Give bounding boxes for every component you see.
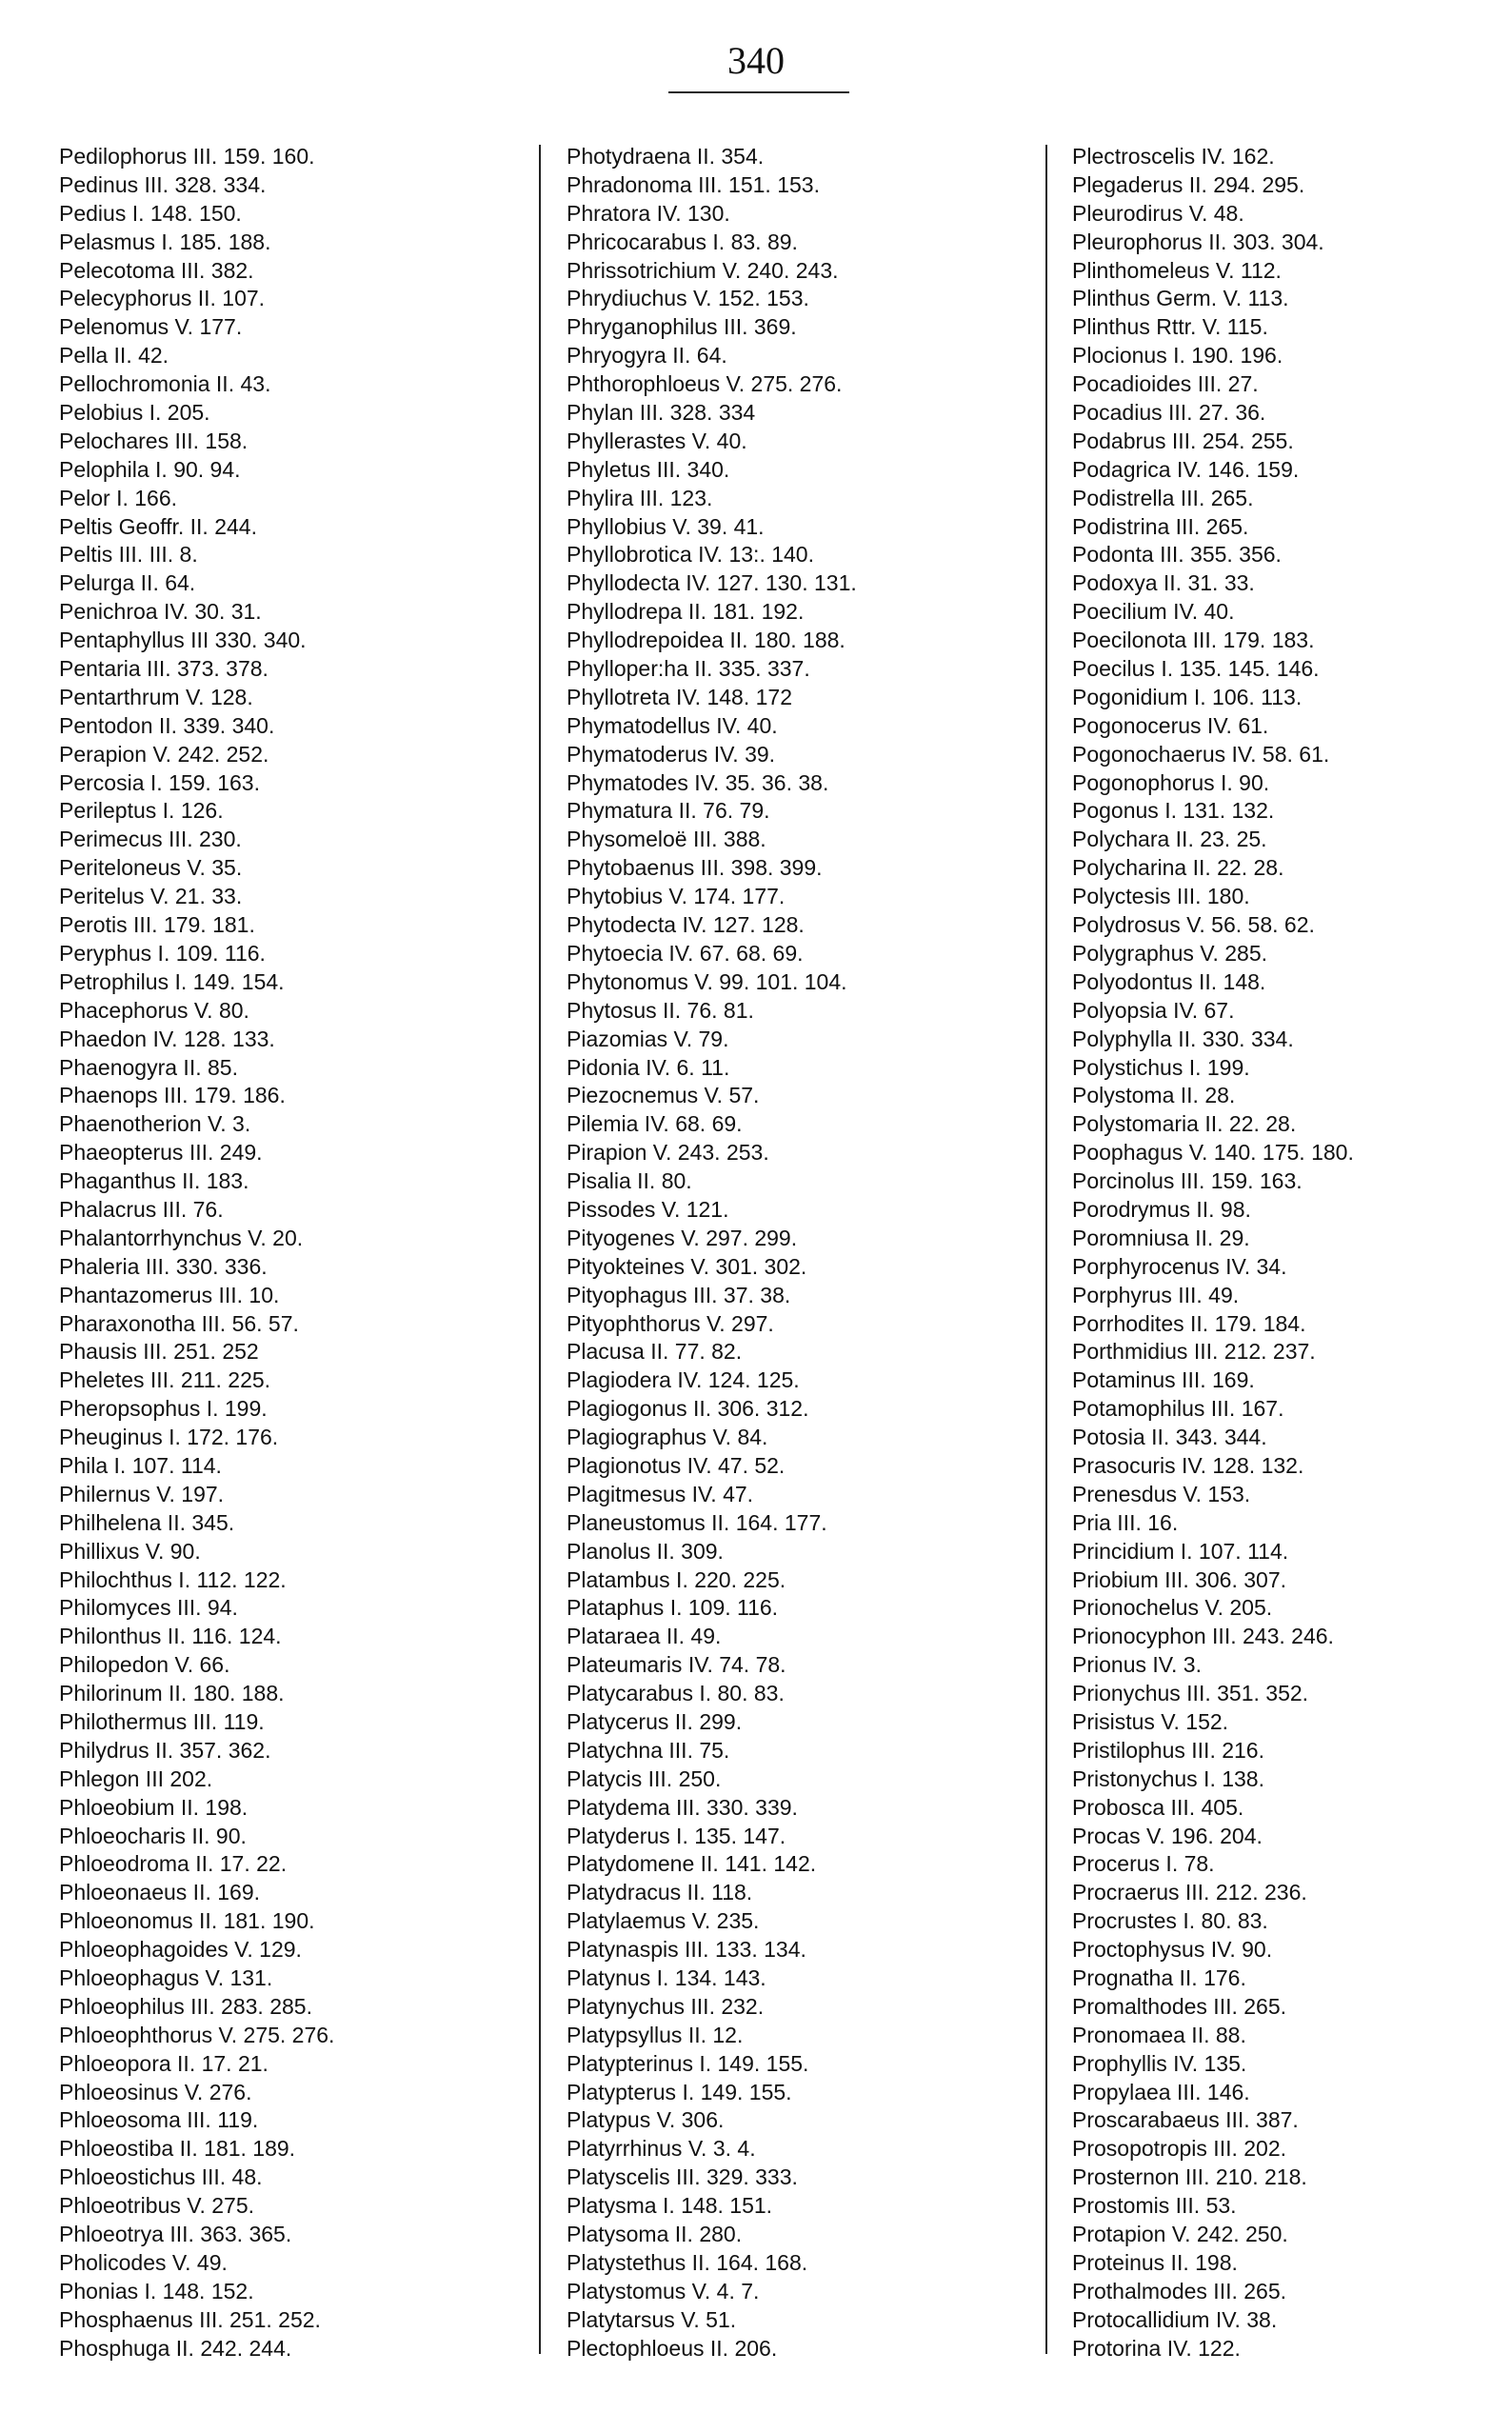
index-entry: Phryogyra II. 64. <box>567 343 727 369</box>
index-entry: Phloeocharis II. 90. <box>59 1823 247 1848</box>
index-entry: Phyllobius V. 39. 41. <box>567 513 765 539</box>
index-entry: Phloeotrya III. 363. 365. <box>59 2222 292 2247</box>
index-entry: Platydracus II. 118. <box>567 1880 753 1905</box>
index-entry: Pella II. 42. <box>59 343 169 369</box>
index-entry: Prophyllis IV. 135. <box>1072 2050 1247 2076</box>
index-entry: Phloeodroma II. 17. 22. <box>59 1851 288 1877</box>
index-entry: Petrophilus I. 149. 154. <box>59 968 285 994</box>
index-entry: Piazomias V. 79. <box>567 1026 729 1051</box>
index-entry: Prenesdus V. 153. <box>1072 1481 1251 1506</box>
index-column-2 <box>567 143 1024 2363</box>
index-entry: Pityophthorus V. 297. <box>567 1310 774 1336</box>
index-entry: Phrydiuchus V. 152. 153. <box>567 286 809 311</box>
index-entry: Plectroscelis IV. 162. <box>1072 144 1275 169</box>
index-entry: Phytobius V. 174. 177. <box>567 884 786 909</box>
index-entry: Platycarabus I. 80. 83. <box>567 1681 785 1706</box>
index-entry: Piezocnemus V. 57. <box>567 1083 760 1108</box>
index-entry: Platylaemus V. 235. <box>567 1908 760 1934</box>
index-entry: Peritelus V. 21. 33. <box>59 884 243 909</box>
index-entry: Pentaria III. 373. 378. <box>59 656 269 682</box>
index-entry: Podoxya II. 31. 33. <box>1072 570 1255 596</box>
index-entry: Plagitmesus IV. 47. <box>567 1481 754 1506</box>
column-divider-2 <box>1045 145 1047 2354</box>
index-entry: Porodrymus II. 98. <box>1072 1196 1251 1222</box>
index-entry: Phaleria III. 330. 336. <box>59 1253 268 1279</box>
index-entry: Pelurga II. 64. <box>59 570 196 596</box>
index-entry: Phloeosinus V. 276. <box>59 2079 252 2104</box>
index-entry: Platysoma II. 280. <box>567 2222 743 2247</box>
index-entry: Pharaxonotha III. 56. 57. <box>59 1310 299 1336</box>
index-entry: Phthorophloeus V. 275. 276. <box>567 371 843 397</box>
index-entry: Pleurophorus II. 303. 304. <box>1072 229 1324 254</box>
index-entry: Phosphaenus III. 251. 252. <box>59 2306 321 2332</box>
index-entry: Prognatha II. 176. <box>1072 1965 1246 1990</box>
header-rule <box>668 91 849 93</box>
index-entry: Phymatura II. 76. 79. <box>567 798 770 824</box>
index-entry: Phyllerastes V. 40. <box>567 428 747 453</box>
index-entry: Pogonus I. 131. 132. <box>1072 798 1275 824</box>
index-entry: Pria III. 16. <box>1072 1509 1179 1535</box>
index-entry: Plagionotus IV. 47. 52. <box>567 1452 786 1478</box>
index-entry: Platydomene II. 141. 142. <box>567 1851 817 1877</box>
index-entry: Pelecyphorus II. 107. <box>59 286 266 311</box>
index-entry: Phytodecta IV. 127. 128. <box>567 912 805 938</box>
index-entry: Podonta III. 355. 356. <box>1072 542 1282 568</box>
index-entry: Peltis III. III. 8. <box>59 542 198 568</box>
index-entry: Platyscelis III. 329. 333. <box>567 2164 798 2190</box>
index-entry: Pityogenes V. 297. 299. <box>567 1225 798 1250</box>
index-entry: Phloeopora II. 17. 21. <box>59 2050 269 2076</box>
index-entry: Pellochromonia II. 43. <box>59 371 271 397</box>
index-entry: Platypterinus I. 149. 155. <box>567 2050 809 2076</box>
index-entry: Podagrica IV. 146. 159. <box>1072 456 1300 482</box>
index-entry: Potosia II. 343. 344. <box>1072 1425 1267 1450</box>
index-entry: Platambus I. 220. 225. <box>567 1566 786 1592</box>
index-entry: Phylloper:ha II. 335. 337. <box>567 656 810 682</box>
index-entry: Phalacrus III. 76. <box>59 1196 224 1222</box>
index-entry: Protapion V. 242. 250. <box>1072 2222 1288 2247</box>
index-entry: Porthmidius III. 212. 237. <box>1072 1339 1316 1365</box>
index-entry: Polychara II. 23. 25. <box>1072 827 1267 852</box>
index-entry: Pleurodirus V. 48. <box>1072 200 1244 226</box>
index-entry: Pocadioides III. 27. <box>1072 371 1259 397</box>
index-entry: Propylaea III. 146. <box>1072 2079 1250 2104</box>
index-entry: Phloeotribus V. 275. <box>59 2193 255 2219</box>
index-entry: Promalthodes III. 265. <box>1072 1993 1287 2019</box>
index-entry: Priobium III. 306. 307. <box>1072 1566 1287 1592</box>
index-entry: Porcinolus III. 159. 163. <box>1072 1168 1303 1194</box>
index-entry: Platypsyllus II. 12. <box>567 2022 744 2047</box>
index-entry: Platytarsus V. 51. <box>567 2306 737 2332</box>
index-entry: Pristonychus I. 138. <box>1072 1765 1264 1791</box>
index-entry: Prostomis III. 53. <box>1072 2193 1237 2219</box>
index-entry: Plectophloeus II. 206. <box>567 2335 778 2361</box>
index-entry: Proctophysus IV. 90. <box>1072 1937 1273 1963</box>
index-entry: Pheuginus I. 172. 176. <box>59 1425 279 1450</box>
index-entry: Prothalmodes III. 265. <box>1072 2278 1287 2303</box>
index-entry: Prionus IV. 3. <box>1072 1652 1202 1678</box>
index-entry: Philochthus I. 112. 122. <box>59 1566 287 1592</box>
index-entry: Polyctesis III. 180. <box>1072 884 1250 909</box>
index-entry: Philydrus II. 357. 362. <box>59 1737 271 1763</box>
index-entry: Phaenogyra II. 85. <box>59 1054 238 1080</box>
index-entry: Phaganthus II. 183. <box>59 1168 249 1194</box>
index-entry: Phylan III. 328. 334 <box>567 400 756 426</box>
index-entry: Plinthus Rttr. V. 115. <box>1072 314 1268 340</box>
index-entry: Plocionus I. 190. 196. <box>1072 343 1283 369</box>
index-column-3 <box>1072 143 1512 2363</box>
index-entry: Platycis III. 250. <box>567 1765 722 1791</box>
index-entry: Phymatodellus IV. 40. <box>567 712 778 738</box>
index-entry: Pityophagus III. 37. 38. <box>567 1282 791 1307</box>
index-entry: Phyllobrotica IV. 13:. 140. <box>567 542 814 568</box>
index-entry: Phalantorrhynchus V. 20. <box>59 1225 304 1250</box>
index-entry: Philhelena II. 345. <box>59 1509 235 1535</box>
index-entry: Polystomaria II. 22. 28. <box>1072 1111 1297 1137</box>
index-entry: Plateumaris IV. 74. 78. <box>567 1652 786 1678</box>
index-entry: Pogonochaerus IV. 58. 61. <box>1072 741 1330 767</box>
index-entry: Poromniusa II. 29. <box>1072 1225 1250 1250</box>
index-entry: Platystethus II. 164. 168. <box>567 2249 808 2275</box>
index-entry: Platysma I. 148. 151. <box>567 2193 773 2219</box>
index-entry: Pentarthrum V. 128. <box>59 684 253 709</box>
index-entry: Peryphus I. 109. 116. <box>59 940 266 966</box>
index-entry: Prisistus V. 152. <box>1072 1708 1229 1734</box>
index-entry: Phyllotreta IV. 148. 172 <box>567 684 792 709</box>
index-entry: Phylira III. 123. <box>567 485 713 510</box>
index-entry: Phyllodrepa II. 181. 192. <box>567 599 805 625</box>
index-entry: Phytonomus V. 99. 101. 104. <box>567 968 847 994</box>
index-entry: Princidium I. 107. 114. <box>1072 1538 1289 1564</box>
index-entry: Poecilus I. 135. 145. 146. <box>1072 656 1320 682</box>
index-entry: Plagiographus V. 84. <box>567 1425 768 1450</box>
column-divider-1 <box>539 145 541 2354</box>
index-entry: Polystichus I. 199. <box>1072 1054 1250 1080</box>
index-entry: Prionochelus V. 205. <box>1072 1595 1273 1621</box>
index-entry: Phaenotherion V. 3. <box>59 1111 251 1137</box>
index-entry: Perileptus I. 126. <box>59 798 224 824</box>
index-entry: Poophagus V. 140. 175. 180. <box>1072 1140 1354 1166</box>
index-entry: Phytobaenus III. 398. 399. <box>567 855 823 881</box>
index-entry: Pelobius I. 205. <box>59 400 210 426</box>
index-entry: Phloeosoma III. 119. <box>59 2107 259 2133</box>
index-entry: Philernus V. 197. <box>59 1481 225 1506</box>
index-entry: Pityokteines V. 301. 302. <box>567 1253 807 1279</box>
index-entry: Phytoecia IV. 67. 68. 69. <box>567 940 804 966</box>
index-entry: Pelophila I. 90. 94. <box>59 456 241 482</box>
index-entry: Plinthomeleus V. 112. <box>1072 257 1282 283</box>
index-entry: Phloeophagus V. 131. <box>59 1965 273 1990</box>
index-entry: Proscarabaeus III. 387. <box>1072 2107 1299 2133</box>
index-entry: Pogonidium I. 106. 113. <box>1072 684 1303 709</box>
index-entry: Pogonocerus IV. 61. <box>1072 712 1269 738</box>
index-entry: Platyderus I. 135. 147. <box>567 1823 786 1848</box>
index-entry: Perotis III. 179. 181. <box>59 912 255 938</box>
index-entry: Podistrina III. 265. <box>1072 513 1249 539</box>
index-entry: Periteloneus V. 35. <box>59 855 243 881</box>
index-entry: Philonthus II. 116. 124. <box>59 1624 282 1649</box>
index-entry: Phloeonaeus II. 169. <box>59 1880 260 1905</box>
index-entry: Physomeloë III. 388. <box>567 827 766 852</box>
index-entry: Pissodes V. 121. <box>567 1196 729 1222</box>
index-entry: Pheletes III. 211. 225. <box>59 1367 271 1393</box>
index-entry: Phantazomerus III. 10. <box>59 1282 280 1307</box>
index-entry: Procraerus III. 212. 236. <box>1072 1880 1307 1905</box>
index-entry: Philorinum II. 180. 188. <box>59 1681 285 1706</box>
index-entry: Phryganophilus III. 369. <box>567 314 797 340</box>
index-entry: Polystoma II. 28. <box>1072 1083 1236 1108</box>
index-entry: Procrustes I. 80. 83. <box>1072 1908 1268 1934</box>
index-entry: Procas V. 196. 204. <box>1072 1823 1263 1848</box>
index-entry: Perapion V. 242. 252. <box>59 741 269 767</box>
index-entry: Planeustomus II. 164. 177. <box>567 1509 827 1535</box>
index-entry: Phricocarabus I. 83. 89. <box>567 229 798 254</box>
index-entry: Phloeostichus III. 48. <box>59 2164 263 2190</box>
index-entry: Platypterus I. 149. 155. <box>567 2079 792 2104</box>
index-entry: Pentaphyllus III 330. 340. <box>59 628 307 653</box>
index-entry: Pidonia IV. 6. 11. <box>567 1054 730 1080</box>
index-entry: Phyletus III. 340. <box>567 456 730 482</box>
index-entry: Procerus I. 78. <box>1072 1851 1215 1877</box>
index-entry: Polyphylla II. 330. 334. <box>1072 1026 1294 1051</box>
index-entry: Phillixus V. 90. <box>59 1538 201 1564</box>
index-entry: Phaedon IV. 128. 133. <box>59 1026 275 1051</box>
index-entry: Pogonophorus I. 90. <box>1072 769 1270 795</box>
page-number: 340 <box>727 39 785 82</box>
index-entry: Plegaderus II. 294. 295. <box>1072 171 1305 197</box>
index-entry: Penichroa IV. 30. 31. <box>59 599 262 625</box>
index-entry: Pedinus III. 328. 334. <box>59 171 267 197</box>
index-entry: Podabrus III. 254. 255. <box>1072 428 1294 453</box>
index-entry: Protorina IV. 122. <box>1072 2335 1241 2361</box>
index-entry: Probosca III. 405. <box>1072 1794 1244 1820</box>
index-entry: Polydrosus V. 56. 58. 62. <box>1072 912 1315 938</box>
index-entry: Platychna III. 75. <box>567 1737 730 1763</box>
index-entry: Phrissotrichium V. 240. 243. <box>567 257 839 283</box>
index-entry: Philomyces III. 94. <box>59 1595 238 1621</box>
index-entry: Phonias I. 148. 152. <box>59 2278 254 2303</box>
index-entry: Poecilonota III. 179. 183. <box>1072 628 1315 653</box>
index-entry: Planolus II. 309. <box>567 1538 724 1564</box>
index-entry: Polyodontus II. 148. <box>1072 968 1266 994</box>
index-entry: Protocallidium IV. 38. <box>1072 2306 1278 2332</box>
index-entry: Photydraena II. 354. <box>567 144 765 169</box>
index-entry: Pelor I. 166. <box>59 485 178 510</box>
index-entry: Pheropsophus I. 199. <box>59 1396 268 1422</box>
index-entry: Podistrella III. 265. <box>1072 485 1254 510</box>
index-entry: Phloeonomus II. 181. 190. <box>59 1908 315 1934</box>
index-entry: Pentodon II. 339. 340. <box>59 712 275 738</box>
index-entry: Percosia I. 159. 163. <box>59 769 260 795</box>
index-entry: Prosopotropis III. 202. <box>1072 2136 1287 2162</box>
index-entry: Philothermus III. 119. <box>59 1708 265 1734</box>
index-entry: Pedius I. 148. 150. <box>59 200 242 226</box>
index-entry: Pronomaea II. 88. <box>1072 2022 1246 2047</box>
index-entry: Platyrrhinus V. 3. 4. <box>567 2136 756 2162</box>
index-entry: Phloeobium II. 198. <box>59 1794 249 1820</box>
index-entry: Phausis III. 251. 252 <box>59 1339 259 1365</box>
index-entry: Pedilophorus III. 159. 160. <box>59 144 315 169</box>
index-entry: Porphyrocenus IV. 34. <box>1072 1253 1287 1279</box>
index-entry: Peltis Geoffr. II. 244. <box>59 513 257 539</box>
index-entry: Polyopsia IV. 67. <box>1072 997 1235 1023</box>
index-entry: Phymatoderus IV. 39. <box>567 741 776 767</box>
index-entry: Pocadius III. 27. 36. <box>1072 400 1266 426</box>
index-entry: Pelenomus V. 177. <box>59 314 243 340</box>
index-entry: Platycerus II. 299. <box>567 1708 743 1734</box>
index-entry: Prasocuris IV. 128. 132. <box>1072 1452 1304 1478</box>
index-entry: Platynaspis III. 133. 134. <box>567 1937 806 1963</box>
index-entry: Polygraphus V. 285. <box>1072 940 1268 966</box>
index-entry: Phymatodes IV. 35. 36. 38. <box>567 769 829 795</box>
index-entry: Pristilophus III. 216. <box>1072 1737 1264 1763</box>
index-entry: Philopedon V. 66. <box>59 1652 230 1678</box>
index-entry: Placusa II. 77. 82. <box>567 1339 743 1365</box>
index-entry: Prosternon III. 210. 218. <box>1072 2164 1307 2190</box>
index-entry: Perimecus III. 230. <box>59 827 242 852</box>
index-entry: Phaenops III. 179. 186. <box>59 1083 286 1108</box>
index-entry: Pelochares III. 158. <box>59 428 249 453</box>
index-entry: Polycharina II. 22. 28. <box>1072 855 1284 881</box>
index-entry: Platystomus V. 4. 7. <box>567 2278 760 2303</box>
index-entry: Proteinus II. 198. <box>1072 2249 1238 2275</box>
index-entry: Phlegon III 202. <box>59 1765 213 1791</box>
index-entry: Porphyrus III. 49. <box>1072 1282 1240 1307</box>
index-entry: Phaeopterus III. 249. <box>59 1140 263 1166</box>
index-entry: Phacephorus V. 80. <box>59 997 249 1023</box>
index-entry: Prionocyphon III. 243. 246. <box>1072 1624 1334 1649</box>
index-entry: Phloeophilus III. 283. 285. <box>59 1993 312 2019</box>
index-entry: Plinthus Germ. V. 113. <box>1072 286 1289 311</box>
index-entry: Platynychus III. 232. <box>567 1993 765 2019</box>
index-entry: Prionychus III. 351. 352. <box>1072 1681 1309 1706</box>
index-entry: Pelecotoma III. 382. <box>59 257 254 283</box>
index-entry: Potaminus III. 169. <box>1072 1367 1255 1393</box>
index-entry: Pholicodes V. 49. <box>59 2249 228 2275</box>
index-entry: Phila I. 107. 114. <box>59 1452 222 1478</box>
index-entry: Platypus V. 306. <box>567 2107 725 2133</box>
index-entry: Phloeostiba II. 181. 189. <box>59 2136 296 2162</box>
index-entry: Plagiogonus II. 306. 312. <box>567 1396 809 1422</box>
index-entry: Platydema III. 330. 339. <box>567 1794 798 1820</box>
index-entry: Plataphus I. 109. 116. <box>567 1595 779 1621</box>
index-entry: Plataraea II. 49. <box>567 1624 722 1649</box>
index-entry: Phloeophagoides V. 129. <box>59 1937 302 1963</box>
index-entry: Pelasmus I. 185. 188. <box>59 229 271 254</box>
index-entry: Plagiodera IV. 124. 125. <box>567 1367 800 1393</box>
index-entry: Pirapion V. 243. 253. <box>567 1140 769 1166</box>
index-entry: Potamophilus III. 167. <box>1072 1396 1284 1422</box>
index-entry: Pilemia IV. 68. 69. <box>567 1111 743 1137</box>
index-column-1 <box>59 143 516 2363</box>
index-entry: Poecilium IV. 40. <box>1072 599 1235 625</box>
index-entry: Platynus I. 134. 143. <box>567 1965 766 1990</box>
index-entry: Phosphuga II. 242. 244. <box>59 2335 292 2361</box>
index-entry: Phloeophthorus V. 275. 276. <box>59 2022 335 2047</box>
index-entry: Phyllodecta IV. 127. 130. 131. <box>567 570 857 596</box>
index-entry: Phratora IV. 130. <box>567 200 730 226</box>
index-entry: Phradonoma III. 151. 153. <box>567 171 820 197</box>
index-entry: Phytosus II. 76. 81. <box>567 997 754 1023</box>
index-entry: Phyllodrepoidea II. 180. 188. <box>567 628 846 653</box>
index-entry: Pisalia II. 80. <box>567 1168 692 1194</box>
index-entry: Porrhodites II. 179. 184. <box>1072 1310 1306 1336</box>
